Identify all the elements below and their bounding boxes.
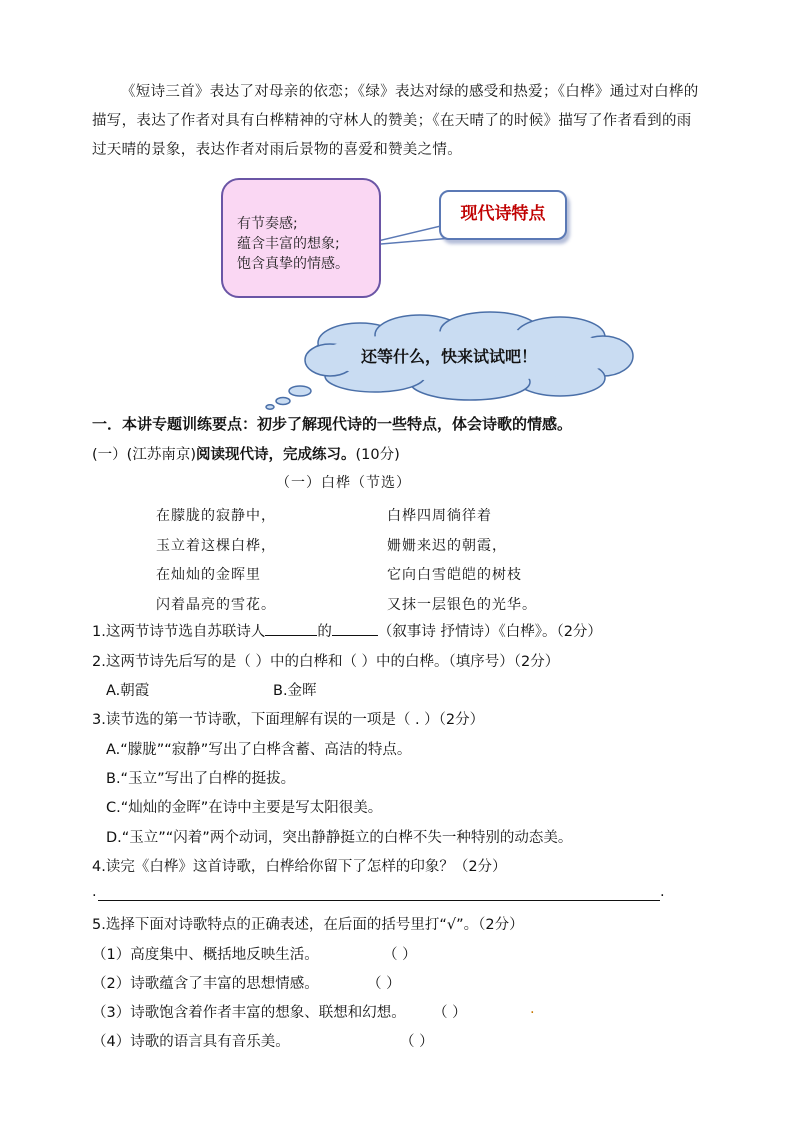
question-5: 5.选择下面对诗歌特点的正确表述，在后面的括号里打“√”。（2分） xyxy=(92,917,524,933)
sub-text: 阅读现代诗，完成练习。 xyxy=(196,447,356,463)
sub-score: (10分) xyxy=(355,447,400,463)
poem-line: 在朦胧的寂静中， xyxy=(156,508,276,524)
q5-bracket-4[interactable]: （ ） xyxy=(400,1034,434,1050)
section-heading: 一．本讲专题训练要点：初步了解现代诗的一些特点，体会诗歌的情感。 xyxy=(92,415,573,433)
poem-line: 姗姗来迟的朝霞， xyxy=(387,537,507,554)
feature-item: 蕴含丰富的想象; xyxy=(237,236,340,252)
poem-title: （一）白桦（节选） xyxy=(276,475,411,491)
q1-text-c: （叙事诗 抒情诗）《白桦》。（2分） xyxy=(377,624,602,640)
poem-line: 在灿灿的金晖里 xyxy=(156,567,261,583)
poem-left-column xyxy=(156,502,276,620)
q5-item-3: （3）诗歌饱含着作者丰富的想象、联想和幻想。 xyxy=(92,1005,406,1021)
sub-source: (江苏南京) xyxy=(126,447,196,463)
intro-text: 《短诗三首》表达了对母亲的依恋；《绿》表达对绿的感受和热爱；《白桦》通过对白桦的描写，表达了作者对具有白桦精神的守林人的赞美；《在天晴了的时候》描写了作者看到的雨过天晴的景象，表达作者对雨后景物的喜爱和赞美之情。 xyxy=(92,84,699,158)
q5-bracket-1[interactable]: （ ） xyxy=(383,947,417,963)
q3-option-d: D.“玉立”“闪着”两个动词，突出静静挺立的白桦不失一种特别的动态美。 xyxy=(106,830,573,846)
q3-option-c: C.“灿灿的金晖”在诗中主要是写太阳很美。 xyxy=(106,800,383,816)
features-list xyxy=(237,214,349,274)
cloud-text: 还等什么，快来试试吧！ xyxy=(361,347,538,366)
poem-line: 它向白雪皑皑的树枝 xyxy=(387,567,522,583)
stray-dot: . xyxy=(530,1001,535,1017)
q3-option-b: B.“玉立”写出了白桦的挺拔。 xyxy=(106,771,296,787)
q5-item-2: （2）诗歌蕴含了丰富的思想情感。 xyxy=(92,976,319,992)
feature-item: 有节奏感; xyxy=(237,216,298,232)
subsection-title xyxy=(92,443,400,464)
poem-line: 玉立着这棵白桦， xyxy=(156,537,276,554)
q1-blank-poet[interactable] xyxy=(265,621,317,636)
q2-option-a: A.朝霞 xyxy=(106,683,150,699)
q1-text-a: 1.这两节诗节选自苏联诗人 xyxy=(92,624,266,640)
q5-bracket-2[interactable]: （ ） xyxy=(367,976,401,992)
poem-line: 闪着晶亮的雪花。 xyxy=(156,596,276,613)
sub-prefix: (一） xyxy=(92,447,127,463)
question-4: 4.读完《白桦》这首诗歌，白桦给你留下了怎样的印象？（2分） xyxy=(92,859,507,875)
q4-answer-line[interactable] xyxy=(98,900,660,901)
features-box xyxy=(221,178,381,298)
poem-line: 又抹一层银色的光华。 xyxy=(387,596,537,613)
q5-item-1: （1）高度集中、概括地反映生活。 xyxy=(92,947,319,963)
q5-bracket-3[interactable]: （ ） xyxy=(433,1005,467,1021)
q1-text-b: 的 xyxy=(317,624,332,640)
q2-option-b: B.金晖 xyxy=(273,683,317,699)
q4-answer-end: . xyxy=(660,884,665,900)
q1-blank-type[interactable] xyxy=(332,621,378,636)
question-2: 2.这两节诗先后写的是（ ）中的白桦和（ ）中的白桦。（填序号）（2分） xyxy=(92,654,560,670)
question-3: 3.读节选的第一节诗歌，下面理解有误的一项是（ . ）（2分） xyxy=(92,712,485,728)
poem-line: 白桦四周徜徉着 xyxy=(387,508,492,524)
feature-item: 饱含真挚的情感。 xyxy=(237,256,349,272)
q3-option-a: A.“朦胧”“寂静”写出了白桦含蓄、高洁的特点。 xyxy=(106,742,412,758)
poem-right-column xyxy=(387,502,537,620)
question-1 xyxy=(92,620,602,641)
callout-modern-poetry: 现代诗特点 xyxy=(439,190,567,240)
q4-answer-start: . xyxy=(92,884,97,900)
q5-item-4: （4）诗歌的语言具有音乐美。 xyxy=(92,1034,290,1050)
